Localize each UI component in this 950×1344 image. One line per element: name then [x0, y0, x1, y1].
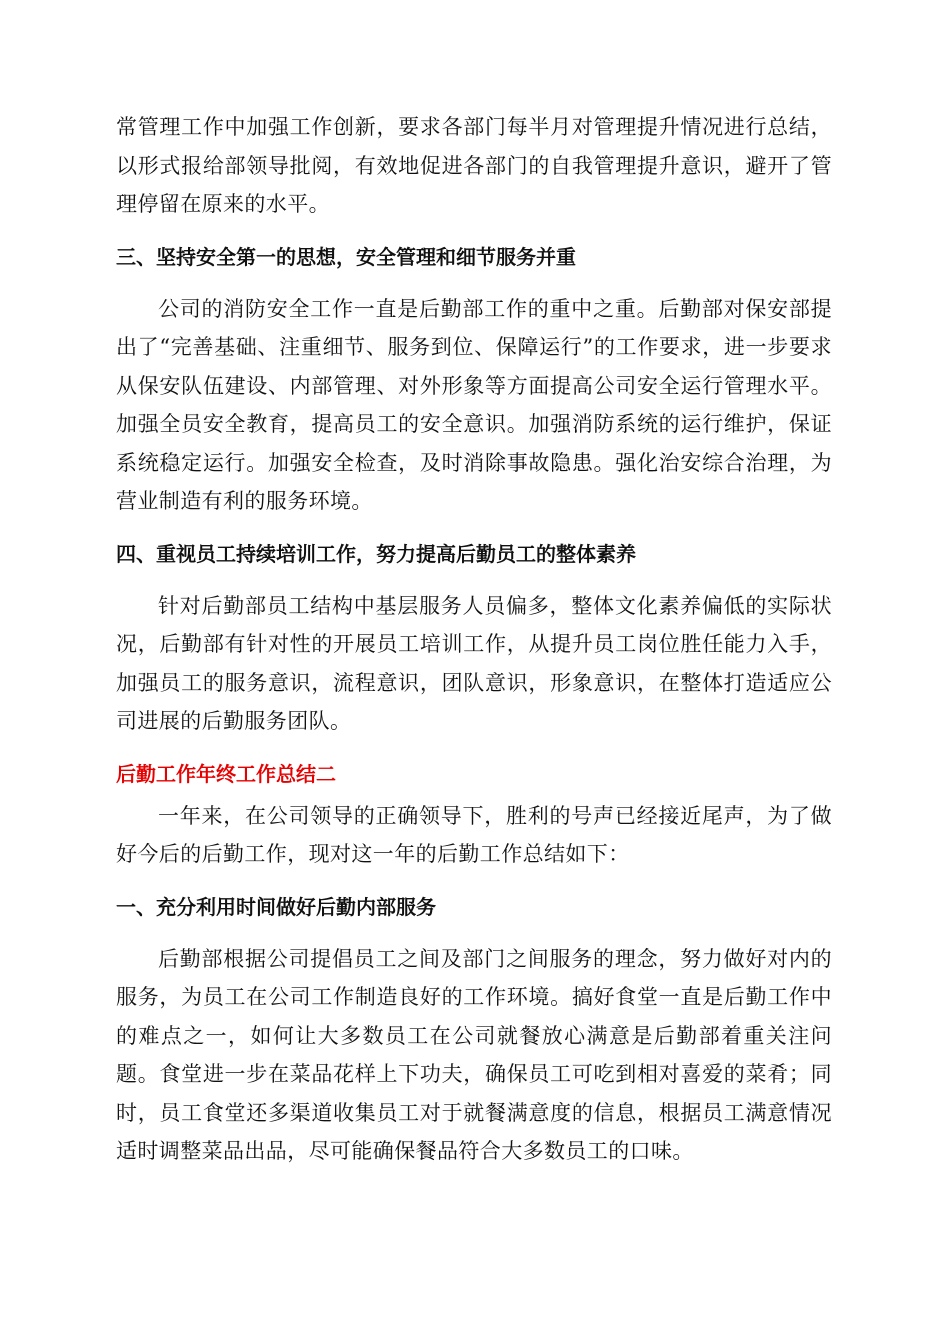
section-heading-four: 四、重视员工持续培训工作，努力提高后勤员工的整体素养: [116, 541, 636, 566]
document-body: [116, 108, 832, 1171]
spacer: [116, 926, 832, 940]
document-title-two: 后勤工作年终工作总结二: [116, 761, 336, 786]
spacer: [116, 521, 832, 535]
body-paragraph: 公司的消防安全工作一直是后勤部工作的重中之重。后勤部对保安部提出了“完善基础、注重细节、服务到位、保障运行”的工作要求，进一步要求从保安队伍建设、内部管理、对外形象等方面提高公司安全运行管理水平。加强全员安全教育，提高员工的安全意识。加强消防系统的运行维护，保证系统稳定运行。加强安全检查，及时消除事故隐患。强化治安综合治理，为营业制造有利的服务环境。: [116, 296, 832, 513]
section-heading-three: 三、坚持安全第一的思想，安全管理和细节服务并重: [116, 244, 576, 269]
spacer: [116, 224, 832, 238]
body-paragraph: 针对后勤部员工结构中基层服务人员偏多，整体文化素养偏低的实际状况，后勤部有针对性的开展员工培训工作，从提升员工岗位胜任能力入手，加强员工的服务意识，流程意识，团队意识，形象意识，在整体打造适应公司进展的后勤服务团队。: [116, 593, 832, 733]
spacer: [116, 741, 832, 755]
spacer: [116, 276, 832, 290]
body-paragraph: 常管理工作中加强工作创新，要求各部门每半月对管理提升情况进行总结，以形式报给部领导批阅，有效地促进各部门的自我管理提升意识，避开了管理停留在原来的水平。: [116, 115, 832, 216]
spacer: [116, 573, 832, 587]
body-paragraph: 后勤部根据公司提倡员工之间及部门之间服务的理念，努力做好对内的服务，为员工在公司工作制造良好的工作环境。搞好食堂一直是后勤工作中的难点之一，如何让大多数员工在公司就餐放心满意是后勤部着重关注问题。食堂进一步在菜品花样上下功夫，确保员工可吃到相对喜爱的菜肴；同时，员工食堂还多渠道收集员工对于就餐满意度的信息，根据员工满意情况适时调整菜品出品，尽可能确保餐品符合大多数员工的口味。: [116, 946, 832, 1163]
body-paragraph: 一年来，在公司领导的正确领导下，胜利的号声已经接近尾声，为了做好今后的后勤工作，现对这一年的后勤工作总结如下：: [116, 803, 832, 866]
spacer: [116, 874, 832, 888]
section-heading-one: 一、充分利用时间做好后勤内部服务: [116, 894, 436, 919]
